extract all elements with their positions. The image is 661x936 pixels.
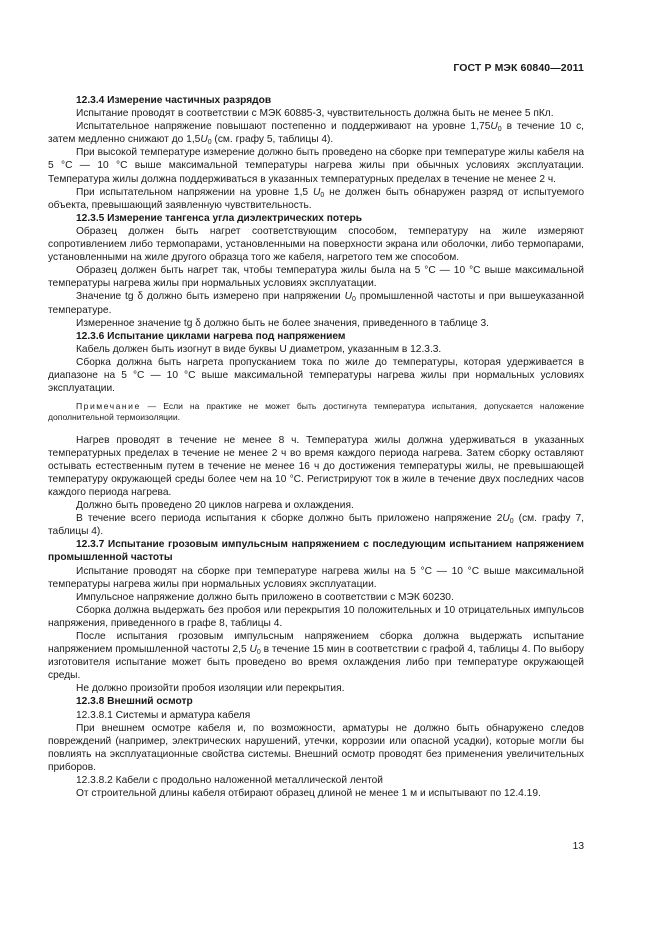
- body-paragraph: Нагрев проводят в течение не менее 8 ч. Температура жилы должна удерживаться в указанных температурных пределах в течение не менее 2 ч во время каждого периода нагрева. Затем сборку оставляют остывать естественным путем в течение не менее 16 ч до достижения температуры жилы, не превышающей температуру окружающей среды более чем на 10 °С. Регистрируют ток в жиле в течение двух последних часов каждого периода нагрева.: [48, 434, 584, 498]
- page-number: 13: [572, 841, 584, 852]
- section-heading: 12.3.4 Измерение частичных разрядов: [76, 95, 272, 106]
- body-paragraph: Не должно произойти пробоя изоляции или перекрытия.: [76, 683, 345, 695]
- body-paragraph: Сборка должна быть нагрета пропусканием тока по жиле до температуры, которая удерживается в диапазоне на 5 °С — 10 °С выше максимальной температуры нагрева жилы при нормальных условиях эксплуатации.: [48, 356, 584, 395]
- body-paragraph: Образец должен быть нагрет так, чтобы температура жилы была на 5 °С — 10 °С выше максимальной температуры нагрева жилы при нормальных условиях эксплуатации.: [48, 265, 584, 290]
- body-paragraph: При внешнем осмотре кабеля и, по возможности, арматуры не должно быть обнаружено следов повреждений (например, электрических нарушений, утечки, коррозии или опасной усадки), которые могли бы повлиять на эксплуатационные свойства системы. Внешний осмотр проводят без применения увеличительных приборов.: [48, 722, 584, 773]
- body-paragraph: Импульсное напряжение должно быть приложено в соответствии с МЭК 60230.: [76, 591, 454, 603]
- body-paragraph: После испытания грозовым импульсным напряжением сборка должна выдержать испытание напряжением промышленной частоты 2,5 $U_0$ в течение 15 мин в соответствии с графой 4, таблицы 4. По выбору изготовителя испытание может быть проведено во время охлаждения либо при температуре окружающей среды.: [48, 630, 584, 682]
- body-paragraph: 12.3.8.2 Кабели с продольно наложенной металлической лентой: [76, 775, 383, 786]
- body-paragraph: При высокой температуре измерение должно быть проведено на сборке при температуре жилы кабеля на 5 °С — 10 °С выше максимальной температуры нагрева жилы при обычных условиях эксплуатации. Температура жилы должна поддерживаться в указанных температурных пределах в течение не менее 2 ч.: [48, 147, 584, 185]
- body-paragraph: 12.3.8.1 Системы и арматура кабеля: [76, 709, 251, 721]
- section-heading: 12.3.8 Внешний осмотр: [76, 696, 193, 708]
- body-paragraph: В течение всего периода испытания к сборке должно быть приложено напряжение $2U_0$ (см. графу 7, таблицы 4).: [48, 513, 584, 538]
- body-paragraph: Образец должен быть нагрет соответствующим способом, температуру на жиле измеряют сопротивлением либо термопарами, установленными на поверхности экрана или оболочки, либо термопарами, установленными на жиле другого образца того же кабеля, нагретого тем же способом.: [48, 225, 584, 264]
- body-paragraph: Испытательное напряжение повышают постепенно и поддерживают на уровне $1,75U_0$ в течение 10 с, затем медленно снижают до $1,5U_0$ (см. графу 5, таблицы 4).: [48, 121, 584, 147]
- document-header: ГОСТ Р МЭК 60840—2011: [453, 62, 584, 74]
- body-paragraph: Кабель должен быть изогнут в виде буквы U диаметром, указанным в 12.3.3.: [76, 343, 442, 355]
- body-paragraph: При испытательном напряжении на уровне 1,5 $U_0$ не должен быть обнаружен разряд от испытуемого объекта, превышающий заявленную чувствительность.: [48, 186, 584, 211]
- section-heading: 12.3.7 Испытание грозовым импульсным напряжением с последующим испытанием напряжением промышленной частоты: [48, 539, 584, 564]
- note-paragraph: Примечание — Если на практике не может быть достигнута температура испытания, допускается наложение дополнительной термоизоляции.: [48, 401, 584, 423]
- body-paragraph: Испытание проводят в соответствии с МЭК 60885-3, чувствительность должна быть не менее 5 пКл.: [76, 108, 554, 120]
- body-paragraph: Измеренное значение tg δ должно быть не более значения, приведенного в таблице 3.: [76, 317, 490, 329]
- body-paragraph: Испытание проводят на сборке при температуре нагрева жилы на 5 °С — 10 °С выше максимальной температуры нагрева жилы при нормальных условиях эксплуатации.: [48, 565, 584, 590]
- document-body: [48, 94, 584, 800]
- section-heading: 12.3.5 Измерение тангенса угла диэлектрических потерь: [76, 212, 362, 224]
- body-paragraph: Должно быть проведено 20 циклов нагрева и охлаждения.: [76, 500, 354, 512]
- body-paragraph: Сборка должна выдержать без пробоя или перекрытия 10 положительных и 10 отрицательных импульсов напряжения, приведенного в графе 8, таблицы 4.: [48, 604, 584, 629]
- body-paragraph: Значение tg δ должно быть измерено при напряжении $U_0$ промышленной частоты и при вышеуказанной температуре.: [48, 291, 585, 316]
- section-heading: 12.3.6 Испытание циклами нагрева под напряжением: [76, 330, 346, 342]
- body-paragraph: От строительной длины кабеля отбирают образец длиной не менее 1 м и испытывают по 12.4.19.: [76, 788, 541, 800]
